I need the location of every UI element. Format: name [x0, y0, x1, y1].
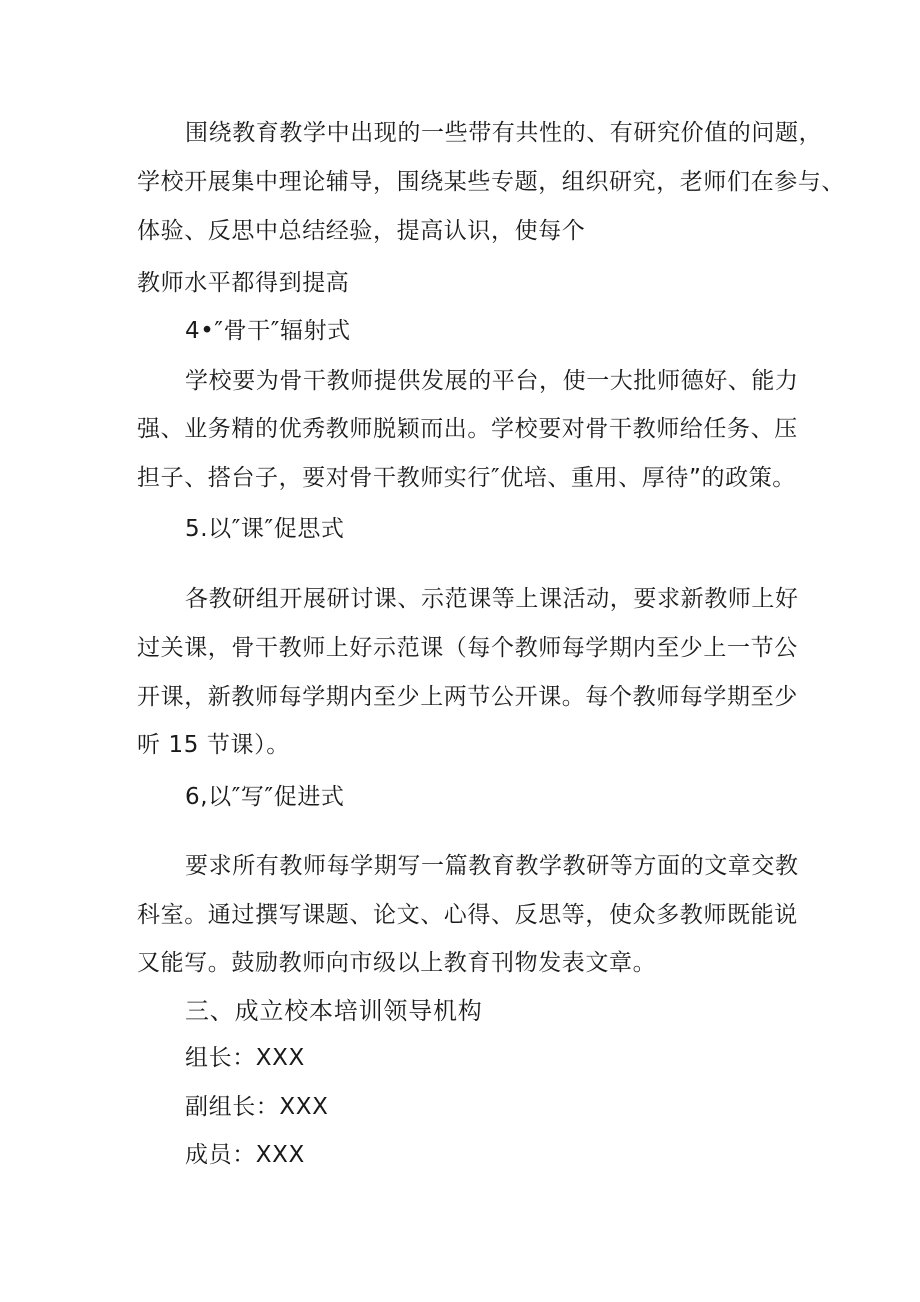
paragraph-line: 学校要为骨干教师提供发展的平台，使一大批师德好、能力 [185, 368, 799, 394]
org-members: 成员：XXX [185, 1142, 305, 1168]
paragraph-line: 强、业务精的优秀教师脱颖而出。学校要对骨干教师给任务、压 [137, 416, 798, 442]
org-deputy-leader: 副组长：XXX [185, 1094, 329, 1120]
paragraph-line: 要求所有教师每学期写一篇教育教学教研等方面的文章交教 [185, 853, 799, 879]
section-title: 6,以″写″促进式 [185, 784, 345, 810]
section-title: 4•″骨干″辐射式 [185, 318, 351, 344]
paragraph-line: 又能写。鼓励教师向市级以上教育刊物发表文章。 [137, 950, 657, 976]
section-title: 5.以″课″促思式 [185, 516, 345, 542]
org-leader: 组长：XXX [185, 1045, 305, 1071]
paragraph-line: 学校开展集中理论辅导，围绕某些专题，组织研究，老师们在参与、 [137, 169, 845, 195]
paragraph-line: 担子、搭台子，要对骨干教师实行″优培、重用、厚待”的政策。 [137, 465, 796, 491]
paragraph-line: 教师水平都得到提高 [137, 270, 350, 296]
paragraph-line: 过关课，骨干教师上好示范课（每个教师每学期内至少上一节公 [137, 635, 798, 661]
paragraph-line: 各教研组开展研讨课、示范课等上课活动，要求新教师上好 [185, 586, 799, 612]
paragraph-line: 科室。通过撰写课题、论文、心得、反思等，使众多教师既能说 [137, 902, 798, 928]
section-heading: 三、成立校本培训领导机构 [185, 997, 483, 1025]
paragraph-line: 体验、反思中总结经验，提高认识，使每个 [137, 218, 586, 244]
paragraph-line: 听 15 节课）。 [137, 732, 290, 758]
paragraph-line: 围绕教育教学中出现的一些带有共性的、有研究价值的问题， [185, 120, 823, 146]
paragraph-line: 开课，新教师每学期内至少上两节公开课。每个教师每学期至少 [137, 684, 798, 710]
